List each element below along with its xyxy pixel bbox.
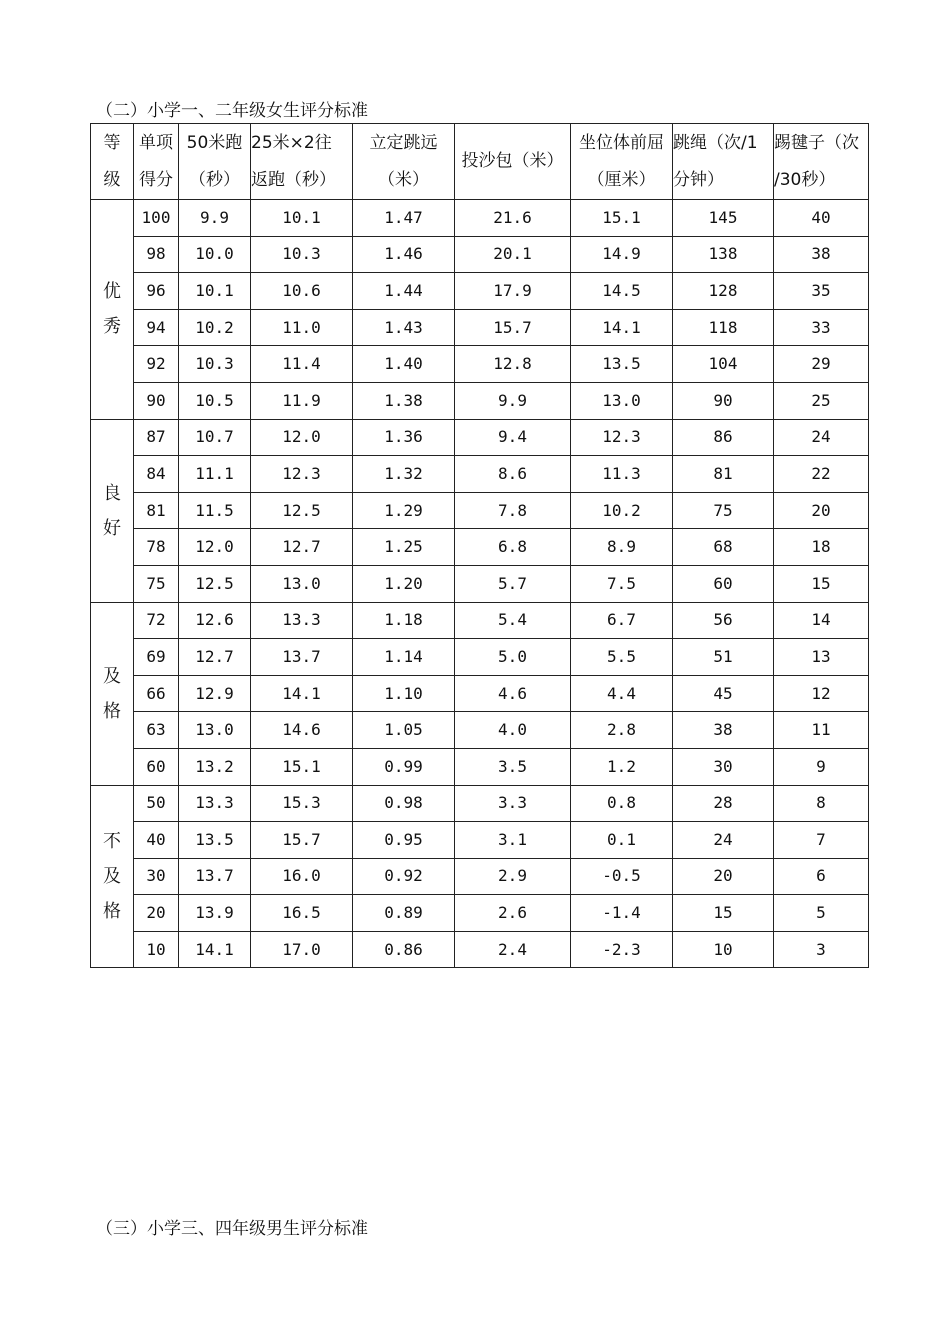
- table-cell: 75: [673, 492, 774, 529]
- table-cell: 3: [774, 931, 869, 968]
- table-cell: 13: [774, 639, 869, 676]
- table-cell: 12.8: [455, 346, 571, 383]
- table-cell: -0.5: [571, 858, 673, 895]
- table-cell: -2.3: [571, 931, 673, 968]
- table-cell: 56: [673, 602, 774, 639]
- table-cell: 145: [673, 200, 774, 237]
- score-cell: 72: [134, 602, 179, 639]
- table-cell: 4.6: [455, 675, 571, 712]
- table-cell: 68: [673, 529, 774, 566]
- table-cell: 15: [673, 895, 774, 932]
- table-cell: 20.1: [455, 236, 571, 273]
- table-cell: 28: [673, 785, 774, 822]
- table-cell: 20: [774, 492, 869, 529]
- table-cell: 11.9: [251, 382, 353, 419]
- score-cell: 30: [134, 858, 179, 895]
- table-cell: 1.2: [571, 748, 673, 785]
- table-cell: 17.0: [251, 931, 353, 968]
- table-cell: 15.7: [455, 309, 571, 346]
- table-cell: 3.1: [455, 822, 571, 859]
- table-cell: 1.44: [353, 273, 455, 310]
- table-cell: 38: [774, 236, 869, 273]
- header-grade: 等 级: [91, 124, 134, 200]
- table-cell: 86: [673, 419, 774, 456]
- table-cell: 14.1: [179, 931, 251, 968]
- table-cell: 22: [774, 456, 869, 493]
- score-cell: 66: [134, 675, 179, 712]
- table-cell: 6.8: [455, 529, 571, 566]
- table-cell: 15.7: [251, 822, 353, 859]
- table-cell: 5.7: [455, 565, 571, 602]
- table-cell: 10.7: [179, 419, 251, 456]
- table-row: [91, 382, 869, 419]
- table-cell: 13.7: [179, 858, 251, 895]
- table-cell: 13.5: [179, 822, 251, 859]
- table-cell: 12.9: [179, 675, 251, 712]
- score-cell: 92: [134, 346, 179, 383]
- table-cell: 0.92: [353, 858, 455, 895]
- table-cell: 1.38: [353, 382, 455, 419]
- table-cell: 15.1: [251, 748, 353, 785]
- table-cell: 14.6: [251, 712, 353, 749]
- table-cell: 13.2: [179, 748, 251, 785]
- table-cell: 90: [673, 382, 774, 419]
- table-cell: 10.1: [251, 200, 353, 237]
- header-shuttlecock: 踢毽子（次 /30秒）: [774, 124, 869, 200]
- table-row: [91, 565, 869, 602]
- table-cell: 13.0: [251, 565, 353, 602]
- table-cell: 16.5: [251, 895, 353, 932]
- table-cell: 13.3: [251, 602, 353, 639]
- table-cell: 128: [673, 273, 774, 310]
- table-cell: 104: [673, 346, 774, 383]
- table-cell: 1.18: [353, 602, 455, 639]
- table-cell: 14.1: [251, 675, 353, 712]
- header-row: [91, 124, 869, 200]
- table-cell: 11.0: [251, 309, 353, 346]
- table-cell: 10.3: [179, 346, 251, 383]
- table-cell: 15.1: [571, 200, 673, 237]
- table-cell: 3.3: [455, 785, 571, 822]
- table-cell: 8.6: [455, 456, 571, 493]
- header-score: 单项 得分: [134, 124, 179, 200]
- score-cell: 63: [134, 712, 179, 749]
- table-cell: 12.7: [251, 529, 353, 566]
- table-cell: 9.4: [455, 419, 571, 456]
- table-cell: 11: [774, 712, 869, 749]
- table-cell: 1.10: [353, 675, 455, 712]
- table-cell: 40: [774, 200, 869, 237]
- table-cell: 10.6: [251, 273, 353, 310]
- table-cell: 10.2: [571, 492, 673, 529]
- score-cell: 20: [134, 895, 179, 932]
- score-cell: 96: [134, 273, 179, 310]
- table-cell: 11.5: [179, 492, 251, 529]
- table-cell: 11.1: [179, 456, 251, 493]
- table-cell: 81: [673, 456, 774, 493]
- table-cell: 4.4: [571, 675, 673, 712]
- table-cell: 12.0: [251, 419, 353, 456]
- table-cell: 1.46: [353, 236, 455, 273]
- table-cell: 118: [673, 309, 774, 346]
- header-sit-and-reach: 坐位体前屈 （厘米）: [571, 124, 673, 200]
- table-cell: 0.86: [353, 931, 455, 968]
- table-cell: 5.5: [571, 639, 673, 676]
- table-cell: 1.05: [353, 712, 455, 749]
- table-cell: 13.7: [251, 639, 353, 676]
- table-cell: 5.0: [455, 639, 571, 676]
- table-cell: 12.3: [251, 456, 353, 493]
- header-shuttle-run: 25米×2往 返跑（秒）: [251, 124, 353, 200]
- table-cell: 13.9: [179, 895, 251, 932]
- table-cell: 0.8: [571, 785, 673, 822]
- table-cell: 7.8: [455, 492, 571, 529]
- table-cell: 12.5: [251, 492, 353, 529]
- table-cell: 12.3: [571, 419, 673, 456]
- table-cell: 29: [774, 346, 869, 383]
- table-row: [91, 200, 869, 237]
- table-cell: 13.3: [179, 785, 251, 822]
- table-cell: 33: [774, 309, 869, 346]
- table-row: [91, 309, 869, 346]
- table-row: [91, 492, 869, 529]
- table-cell: 13.0: [179, 712, 251, 749]
- table-row: [91, 236, 869, 273]
- table-row: [91, 748, 869, 785]
- table-cell: 1.32: [353, 456, 455, 493]
- score-cell: 90: [134, 382, 179, 419]
- table-cell: 7.5: [571, 565, 673, 602]
- table-cell: 13.5: [571, 346, 673, 383]
- table-cell: 1.43: [353, 309, 455, 346]
- table-row: [91, 456, 869, 493]
- score-cell: 60: [134, 748, 179, 785]
- table-cell: 13.0: [571, 382, 673, 419]
- table-cell: 12: [774, 675, 869, 712]
- table-cell: 20: [673, 858, 774, 895]
- table-row: [91, 675, 869, 712]
- grade-label: 不 及 格: [91, 785, 134, 968]
- score-cell: 98: [134, 236, 179, 273]
- table-header: [91, 124, 869, 200]
- table-cell: 7: [774, 822, 869, 859]
- score-cell: 69: [134, 639, 179, 676]
- score-cell: 78: [134, 529, 179, 566]
- table-cell: 0.1: [571, 822, 673, 859]
- table-cell: 8: [774, 785, 869, 822]
- table-cell: -1.4: [571, 895, 673, 932]
- table-body: [91, 200, 869, 968]
- table-cell: 25: [774, 382, 869, 419]
- header-sandbag-throw: 投沙包（米）: [455, 124, 571, 200]
- table-cell: 5: [774, 895, 869, 932]
- table-cell: 9.9: [455, 382, 571, 419]
- table-cell: 12.0: [179, 529, 251, 566]
- table-row: [91, 529, 869, 566]
- table-cell: 2.9: [455, 858, 571, 895]
- table-cell: 10.2: [179, 309, 251, 346]
- score-cell: 81: [134, 492, 179, 529]
- table-cell: 0.99: [353, 748, 455, 785]
- table-cell: 0.89: [353, 895, 455, 932]
- table-cell: 24: [774, 419, 869, 456]
- table-cell: 11.3: [571, 456, 673, 493]
- table-cell: 1.36: [353, 419, 455, 456]
- table-row: [91, 273, 869, 310]
- table-row: [91, 785, 869, 822]
- grade-label: 良 好: [91, 419, 134, 602]
- table-cell: 10.5: [179, 382, 251, 419]
- table-cell: 6.7: [571, 602, 673, 639]
- table-cell: 1.40: [353, 346, 455, 383]
- table-cell: 38: [673, 712, 774, 749]
- table-cell: 30: [673, 748, 774, 785]
- table-row: [91, 931, 869, 968]
- table-cell: 10.0: [179, 236, 251, 273]
- table-cell: 1.20: [353, 565, 455, 602]
- table-row: [91, 712, 869, 749]
- score-cell: 10: [134, 931, 179, 968]
- section-title: （三）小学三、四年级男生评分标准: [96, 1219, 368, 1239]
- table-cell: 9: [774, 748, 869, 785]
- table-row: [91, 895, 869, 932]
- table-cell: 2.4: [455, 931, 571, 968]
- table-cell: 1.25: [353, 529, 455, 566]
- table-row: [91, 602, 869, 639]
- table-row: [91, 419, 869, 456]
- score-cell: 75: [134, 565, 179, 602]
- table-cell: 138: [673, 236, 774, 273]
- table-cell: 3.5: [455, 748, 571, 785]
- table-row: [91, 346, 869, 383]
- table-cell: 1.47: [353, 200, 455, 237]
- table-cell: 4.0: [455, 712, 571, 749]
- table-cell: 2.8: [571, 712, 673, 749]
- grade-label: 优 秀: [91, 200, 134, 420]
- table-cell: 2.6: [455, 895, 571, 932]
- table-cell: 11.4: [251, 346, 353, 383]
- header-standing-jump: 立定跳远 （米）: [353, 124, 455, 200]
- header-jump-rope: 跳绳（次/1 分钟）: [673, 124, 774, 200]
- table-cell: 10.1: [179, 273, 251, 310]
- table-cell: 12.7: [179, 639, 251, 676]
- table-cell: 21.6: [455, 200, 571, 237]
- table-cell: 12.6: [179, 602, 251, 639]
- table-cell: 12.5: [179, 565, 251, 602]
- score-table: [90, 123, 869, 968]
- grade-label: 及 格: [91, 602, 134, 785]
- score-cell: 40: [134, 822, 179, 859]
- table-cell: 1.29: [353, 492, 455, 529]
- table-cell: 15: [774, 565, 869, 602]
- header-50m-run: 50米跑 （秒）: [179, 124, 251, 200]
- table-cell: 51: [673, 639, 774, 676]
- table-cell: 24: [673, 822, 774, 859]
- table-cell: 17.9: [455, 273, 571, 310]
- table-row: [91, 858, 869, 895]
- table-cell: 35: [774, 273, 869, 310]
- score-cell: 94: [134, 309, 179, 346]
- table-cell: 14.1: [571, 309, 673, 346]
- table-cell: 1.14: [353, 639, 455, 676]
- section-title: （二）小学一、二年级女生评分标准: [96, 101, 368, 121]
- score-cell: 84: [134, 456, 179, 493]
- score-cell: 87: [134, 419, 179, 456]
- score-cell: 50: [134, 785, 179, 822]
- table-cell: 6: [774, 858, 869, 895]
- table-cell: 15.3: [251, 785, 353, 822]
- table-row: [91, 822, 869, 859]
- score-cell: 100: [134, 200, 179, 237]
- table-cell: 14.9: [571, 236, 673, 273]
- table-cell: 18: [774, 529, 869, 566]
- table-cell: 10: [673, 931, 774, 968]
- table-row: [91, 639, 869, 676]
- table-cell: 9.9: [179, 200, 251, 237]
- table-cell: 16.0: [251, 858, 353, 895]
- table-cell: 45: [673, 675, 774, 712]
- table-cell: 0.98: [353, 785, 455, 822]
- table-cell: 14: [774, 602, 869, 639]
- table-cell: 14.5: [571, 273, 673, 310]
- table-cell: 8.9: [571, 529, 673, 566]
- table-cell: 10.3: [251, 236, 353, 273]
- table-cell: 5.4: [455, 602, 571, 639]
- table-cell: 0.95: [353, 822, 455, 859]
- table-cell: 60: [673, 565, 774, 602]
